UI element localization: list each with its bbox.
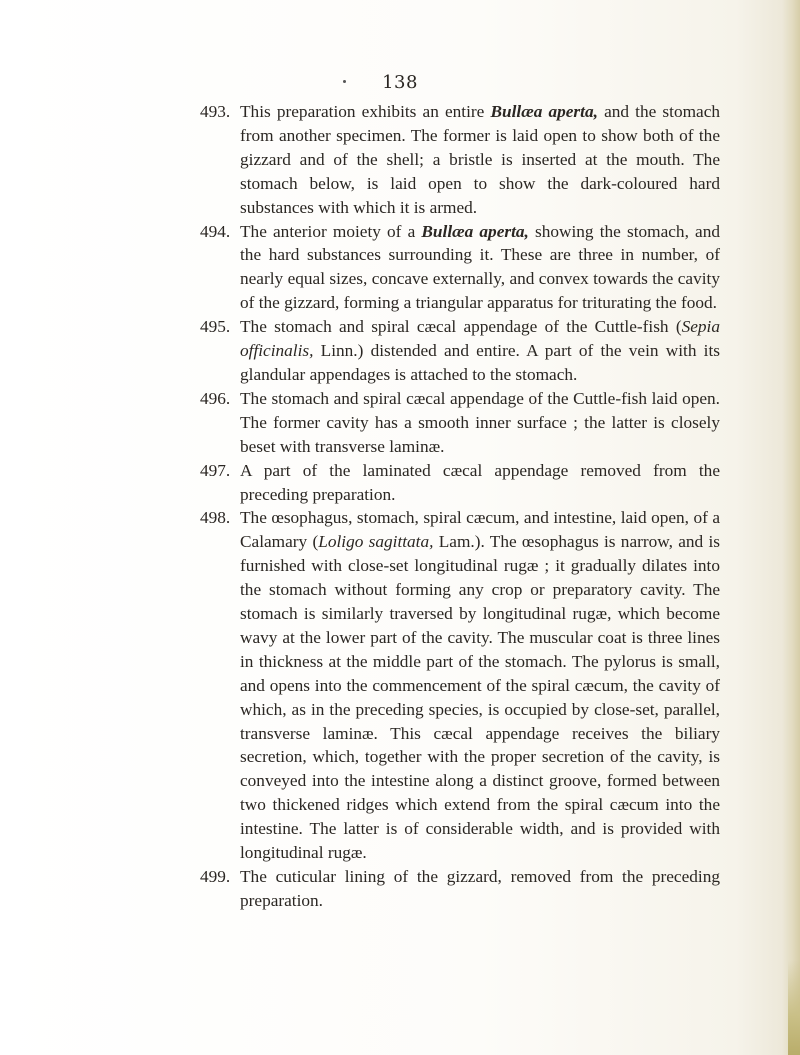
page-edge-stain	[788, 960, 800, 1055]
species-name: Bullæa aperta,	[490, 102, 598, 121]
entry-498: 498. The œsophagus, stomach, spiral cæcum, and intestine, laid open, of a Calamary (Loligo sagittata, Lam.). The œsophagus is narrow, and is furnished with close-set longitudinal rugæ ; it gradually dilates into the stomach without forming any crop or preparatory cavity. The stomach is similarly traversed by longitudinal rugæ, which become wavy at the lower part of the cavity. The muscular coat is three lines in thickness at the middle part of the stomach. The pylorus is small, and opens into the commencement of the spiral cæcum, the cavity of which, as in the preceding species, is occupied by close-set, parallel, transverse laminæ. This cæcal appendage receives the biliary secretion, which, together with the proper secretion of the cavity, is conveyed into the intestine along a distinct groove, formed between two thickened ridges which extend from the spiral cæcum into the intestine. The latter is of considerable width, and is provided with longitudinal rugæ.	[200, 508, 720, 863]
species-name: Bullæa aperta,	[421, 221, 529, 241]
entry-495: 495. The stomach and spiral cæcal appendage of the Cuttle-fish (Sepia officinalis, Linn.) distended and entire. A part of the vein with its glandular appendages is attached to the stomach.	[200, 317, 720, 384]
entry-494: 494. The anterior moiety of a Bullæa aperta, showing the stomach, and the hard substances surrounding it. These are three in number, of nearly equal sizes, concave externally, and convex towards the cavity of the gizzard, forming a triangular apparatus for triturating the food.	[200, 221, 720, 313]
species-name: Loligo sagittata,	[318, 532, 434, 552]
species-name: Sepia officinalis,	[240, 317, 720, 361]
page-edge-shadow	[782, 0, 800, 1055]
entry-number: 497.	[200, 460, 231, 480]
entry-number: 493.	[200, 102, 231, 121]
entry-496: 496. The stomach and spiral cæcal appendage of the Cuttle-fish laid open. The former cavity has a smooth inner surface ; the latter is closely beset with transverse laminæ.	[200, 388, 720, 456]
page-number: 138	[382, 72, 418, 93]
entry-number: 499.	[200, 867, 231, 886]
catalogue-text	[200, 100, 720, 913]
entry-number: 498.	[200, 508, 231, 528]
entry-number: 496.	[200, 388, 231, 408]
entry-499: 499. The cuticular lining of the gizzard, removed from the preceding preparation.	[200, 867, 720, 910]
entry-493: 493. This preparation exhibits an entire Bullæa aperta, and the stomach from another specimen. The former is laid open to show both of the gizzard and of the shell; a bristle is inserted at the mouth. The stomach below, is laid open to show the dark-coloured hard substances with which it is armed.	[200, 102, 721, 217]
entry-number: 494.	[200, 221, 231, 241]
entry-497: 497. A part of the laminated cæcal appendage removed from the preceding preparation.	[200, 460, 720, 504]
entry-number: 495.	[200, 317, 231, 337]
